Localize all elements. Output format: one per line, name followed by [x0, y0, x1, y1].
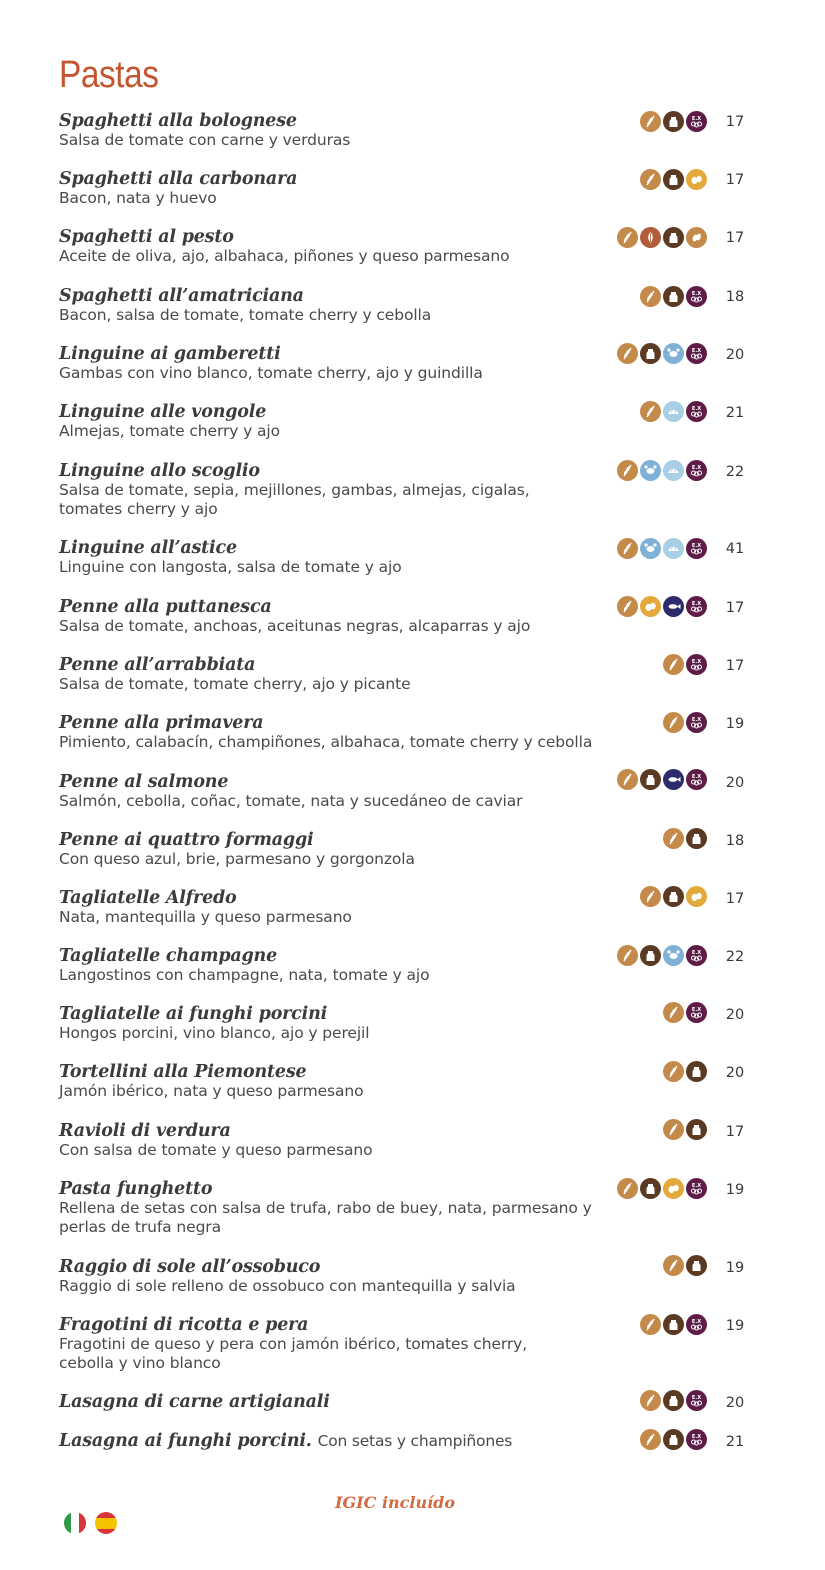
allergen-icons — [617, 459, 707, 481]
item-price: 18 — [725, 289, 745, 305]
item-name: Tortellini alla Piemontese — [59, 1062, 307, 1082]
item-desc: Almejas, tomate cherry y ajo — [59, 422, 281, 440]
item-name: Linguine allo scoglio — [59, 461, 260, 481]
gluten-icon — [617, 596, 638, 617]
menu-item-primavera — [59, 713, 759, 752]
page-title: Pastas — [59, 54, 159, 96]
svg-text:E.X: E.X — [691, 600, 702, 607]
item-desc: Langostinos con champagne, nata, tomate y ajo — [59, 966, 430, 984]
nuts-icon — [640, 227, 661, 248]
svg-text:E.X: E.X — [691, 115, 702, 122]
milk-icon — [686, 1119, 707, 1140]
gluten-icon — [617, 945, 638, 966]
allergen-icons — [663, 827, 707, 849]
item-price: 17 — [725, 172, 745, 188]
item-price: 20 — [725, 1395, 745, 1411]
item-name: Tagliatelle champagne — [59, 946, 278, 966]
allergen-icons — [663, 711, 707, 733]
item-price: 22 — [725, 949, 745, 965]
gluten-icon — [640, 286, 661, 307]
gluten-icon — [640, 401, 661, 422]
gluten-icon — [617, 460, 638, 481]
allergen-icons — [640, 285, 707, 307]
svg-text:E.X: E.X — [691, 1318, 702, 1325]
gluten-icon — [663, 1061, 684, 1082]
allergen-icons — [640, 400, 707, 422]
gluten-icon — [640, 111, 661, 132]
item-desc: Salsa de tomate, tomate cherry, ajo y picante — [59, 675, 411, 693]
item-desc: Hongos porcini, vino blanco, ajo y perejil — [59, 1024, 370, 1042]
item-desc: Gambas con vino blanco, tomate cherry, ajo y guindilla — [59, 364, 483, 382]
milk-icon — [686, 1061, 707, 1082]
item-name: Spaghetti alla carbonara — [59, 169, 298, 189]
item-name: Linguine ai gamberetti — [59, 344, 281, 364]
item-price: 19 — [725, 1260, 745, 1276]
item-price: 17 — [725, 891, 745, 907]
milk-icon — [663, 1429, 684, 1450]
allergen-icons — [663, 1118, 707, 1140]
menu-item-ossobuco — [59, 1257, 759, 1296]
sulfites-icon — [686, 945, 707, 966]
mollusc-icon — [663, 401, 684, 422]
sulfites-icon — [686, 769, 707, 790]
egg-icon — [663, 1178, 684, 1199]
item-price: 21 — [725, 1434, 745, 1450]
item-price: 20 — [725, 347, 745, 363]
item-name-text: Lasagna ai funghi porcini. — [59, 1431, 312, 1451]
mollusc-icon — [663, 460, 684, 481]
svg-text:E.X: E.X — [691, 542, 702, 549]
allergen-icons — [617, 537, 707, 559]
item-price: 18 — [725, 833, 745, 849]
allergen-icons — [663, 1001, 707, 1023]
gluten-icon — [640, 169, 661, 190]
item-price: 22 — [725, 464, 745, 480]
menu-item-arrabbiata — [59, 655, 759, 694]
shellfish-icon — [640, 460, 661, 481]
milk-icon — [663, 286, 684, 307]
milk-icon — [663, 227, 684, 248]
sulfites-icon — [686, 1314, 707, 1335]
item-desc: Jamón ibérico, nata y queso parmesano — [59, 1082, 364, 1100]
svg-text:E.X: E.X — [691, 716, 702, 723]
item-desc: Fragotini de queso y pera con jamón ibérico, tomates cherry, cebolla y vino blanco — [59, 1335, 528, 1372]
item-name: Ravioli di verdura — [59, 1121, 231, 1141]
sulfites-icon — [686, 538, 707, 559]
item-name: Raggio di sole all’ossobuco — [59, 1257, 321, 1277]
gluten-icon — [617, 538, 638, 559]
item-price: 17 — [725, 230, 745, 246]
item-price: 19 — [725, 1182, 745, 1198]
sulfites-icon — [686, 1178, 707, 1199]
spain-flag-icon[interactable] — [95, 1512, 117, 1534]
milk-icon — [663, 886, 684, 907]
item-desc: Aceite de oliva, ajo, albahaca, piñones y queso parmesano — [59, 247, 510, 265]
milk-icon — [640, 343, 661, 364]
gluten-icon — [640, 1314, 661, 1335]
item-desc: Salsa de tomate, anchoas, aceitunas negras, alcaparras y ajo — [59, 617, 531, 635]
milk-icon — [663, 111, 684, 132]
sulfites-icon — [686, 596, 707, 617]
sulfites-icon — [686, 401, 707, 422]
gluten-icon — [617, 227, 638, 248]
item-desc: Salsa de tomate con carne y verduras — [59, 131, 351, 149]
sulfites-icon — [686, 460, 707, 481]
item-desc: Bacon, salsa de tomate, tomate cherry y cebolla — [59, 306, 432, 324]
svg-text:E.X: E.X — [691, 1182, 702, 1189]
item-price: 17 — [725, 600, 745, 616]
menu-item-ravioli — [59, 1121, 759, 1160]
item-name: Lasagna di carne artigianali — [59, 1392, 330, 1412]
item-name: Fragotini di ricotta e pera — [59, 1315, 309, 1335]
svg-text:E.X: E.X — [691, 949, 702, 956]
allergen-icons — [617, 944, 707, 966]
allergen-icons — [640, 110, 707, 132]
gluten-icon — [640, 886, 661, 907]
gluten-icon — [640, 1390, 661, 1411]
item-price: 19 — [725, 716, 745, 732]
sulfites-icon — [686, 1002, 707, 1023]
item-price: 17 — [725, 114, 745, 130]
item-desc: Pimiento, calabacín, champiñones, albahaca, tomate cherry y cebolla — [59, 733, 593, 751]
sulfites-icon — [686, 343, 707, 364]
fish-icon — [663, 596, 684, 617]
item-desc: Con salsa de tomate y queso parmesano — [59, 1141, 373, 1159]
item-price: 17 — [725, 1124, 745, 1140]
item-price: 21 — [725, 405, 745, 421]
item-name: Penne al salmone — [59, 772, 229, 792]
gluten-icon — [663, 1002, 684, 1023]
milk-icon — [663, 1390, 684, 1411]
menu-item-funghi-porcini — [59, 1004, 759, 1043]
svg-text:E.X: E.X — [691, 1006, 702, 1013]
milk-icon — [663, 169, 684, 190]
milk-icon — [663, 1314, 684, 1335]
egg-icon — [640, 596, 661, 617]
item-name: Penne alla primavera — [59, 713, 264, 733]
item-name: Penne all’arrabbiata — [59, 655, 256, 675]
item-price: 20 — [725, 1007, 745, 1023]
item-name: Penne alla puttanesca — [59, 597, 272, 617]
allergen-icons — [640, 168, 707, 190]
svg-text:E.X: E.X — [691, 464, 702, 471]
svg-text:E.X: E.X — [691, 347, 702, 354]
allergen-icons — [663, 1254, 707, 1276]
milk-icon — [640, 1178, 661, 1199]
svg-text:E.X: E.X — [691, 290, 702, 297]
item-desc: Linguine con langosta, salsa de tomate y ajo — [59, 558, 402, 576]
gluten-icon — [640, 1429, 661, 1450]
allergen-icons — [663, 653, 707, 675]
allergen-icons — [640, 1428, 707, 1450]
item-desc: Salmón, cebolla, coñac, tomate, nata y sucedáneo de caviar — [59, 792, 523, 810]
allergen-icons — [617, 226, 707, 248]
item-price: 20 — [725, 1065, 745, 1081]
sulfites-icon — [686, 1390, 707, 1411]
gluten-icon — [663, 1119, 684, 1140]
allergen-icons — [617, 595, 707, 617]
svg-text:E.X: E.X — [691, 773, 702, 780]
item-desc: Raggio di sole relleno de ossobuco con mantequilla y salvia — [59, 1277, 516, 1295]
item-name: Penne ai quattro formaggi — [59, 830, 314, 850]
svg-text:E.X: E.X — [691, 405, 702, 412]
gluten-icon — [663, 828, 684, 849]
gluten-icon — [663, 1255, 684, 1276]
item-desc: Nata, mantequilla y queso parmesano — [59, 908, 352, 926]
allergen-icons — [617, 342, 707, 364]
item-name: Tagliatelle Alfredo — [59, 888, 237, 908]
gluten-icon — [663, 712, 684, 733]
sulfites-icon — [686, 111, 707, 132]
soy-icon — [686, 227, 707, 248]
allergen-icons — [640, 1389, 707, 1411]
sulfites-icon — [686, 654, 707, 675]
item-name: Linguine alle vongole — [59, 402, 267, 422]
item-desc: Con queso azul, brie, parmesano y gorgonzola — [59, 850, 415, 868]
sulfites-icon — [686, 286, 707, 307]
gluten-icon — [663, 654, 684, 675]
milk-icon — [640, 769, 661, 790]
milk-icon — [640, 945, 661, 966]
svg-text:E.X: E.X — [691, 1394, 702, 1401]
item-desc: Rellena de setas con salsa de trufa, rabo de buey, nata, parmesano y perlas de trufa negra — [59, 1199, 592, 1236]
item-desc: Con setas y champiñones — [317, 1432, 513, 1450]
item-name: Linguine all’astice — [59, 538, 237, 558]
svg-text:E.X: E.X — [691, 1433, 702, 1440]
item-price: 41 — [725, 541, 745, 557]
mollusc-icon — [663, 538, 684, 559]
sulfites-icon — [686, 712, 707, 733]
fish-icon — [663, 769, 684, 790]
gluten-icon — [617, 1178, 638, 1199]
item-name: Pasta funghetto — [59, 1179, 213, 1199]
svg-text:E.X: E.X — [691, 658, 702, 665]
item-desc: Salsa de tomate, sepia, mejillones, gambas, almejas, cigalas, tomates cherry y ajo — [59, 481, 530, 518]
sulfites-icon — [686, 1429, 707, 1450]
item-name: Spaghetti alla bolognese — [59, 111, 297, 131]
item-price: 20 — [725, 775, 745, 791]
shellfish-icon — [663, 343, 684, 364]
shellfish-icon — [663, 945, 684, 966]
item-price: 19 — [725, 1318, 745, 1334]
language-flags — [64, 1512, 117, 1534]
milk-icon — [686, 828, 707, 849]
tax-note: IGIC incluído — [335, 1493, 456, 1512]
allergen-icons — [617, 1177, 707, 1199]
item-price: 17 — [725, 658, 745, 674]
egg-icon — [686, 886, 707, 907]
gluten-icon — [617, 343, 638, 364]
item-name: Spaghetti al pesto — [59, 227, 234, 247]
item-desc: Bacon, nata y huevo — [59, 189, 217, 207]
gluten-icon — [617, 769, 638, 790]
allergen-icons — [640, 1313, 707, 1335]
shellfish-icon — [640, 538, 661, 559]
allergen-icons — [663, 1060, 707, 1082]
item-name: Spaghetti all’amatriciana — [59, 286, 304, 306]
italy-flag-icon[interactable] — [64, 1512, 86, 1534]
item-name: Tagliatelle ai funghi porcini — [59, 1004, 328, 1024]
egg-icon — [686, 169, 707, 190]
menu-item-tortellini — [59, 1062, 759, 1101]
milk-icon — [686, 1255, 707, 1276]
allergen-icons — [640, 885, 707, 907]
allergen-icons — [617, 768, 707, 790]
menu-item-quattro-formaggi — [59, 830, 759, 869]
